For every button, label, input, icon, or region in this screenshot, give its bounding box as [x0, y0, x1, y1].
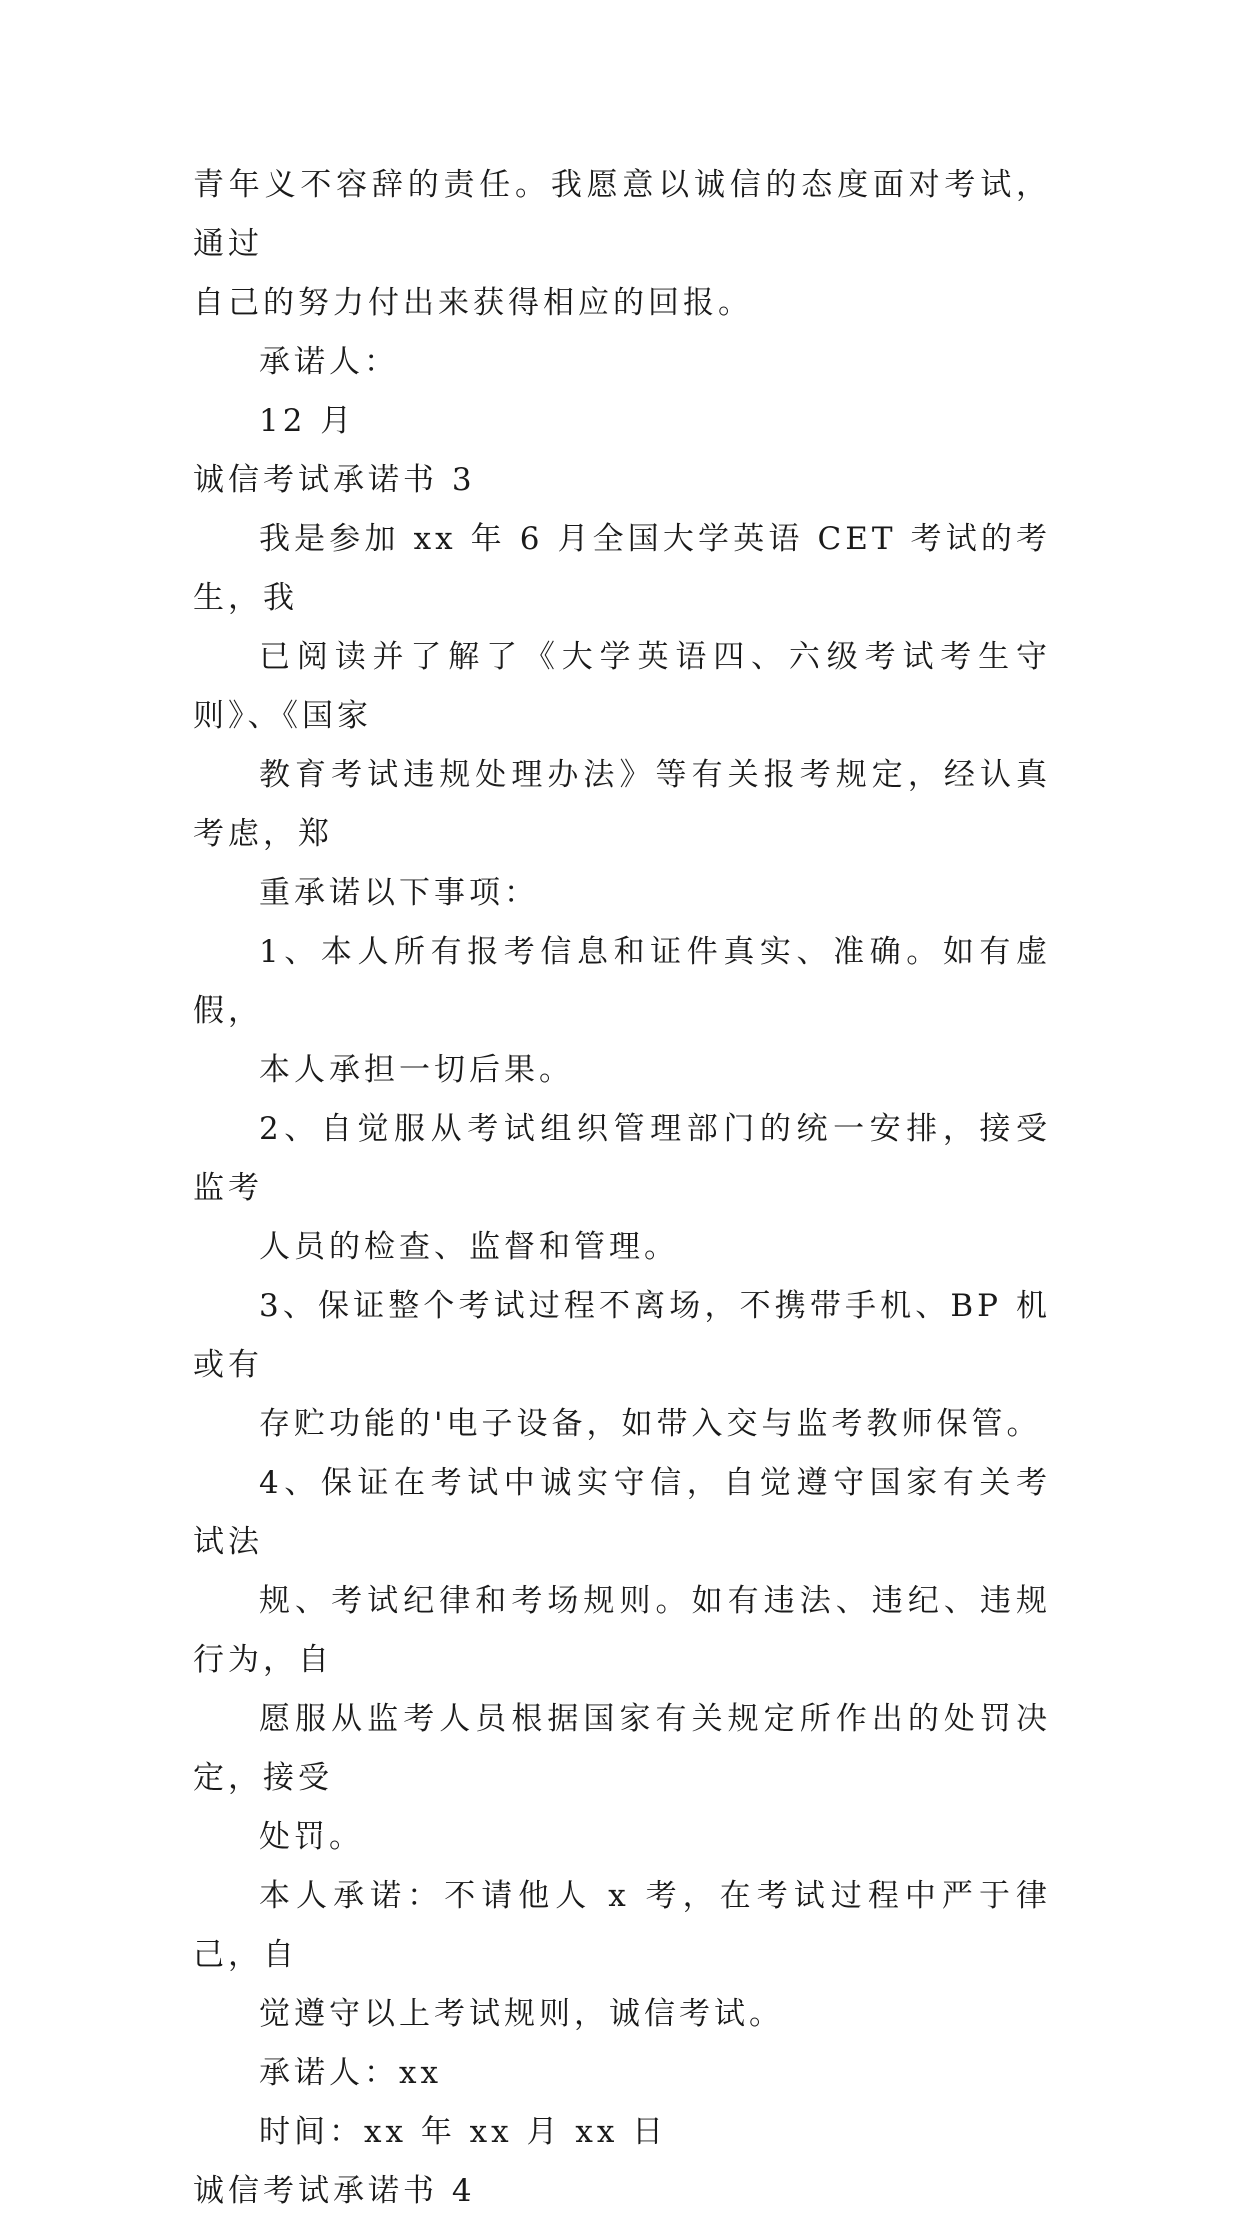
- paragraph-pledge: [193, 1867, 1051, 2044]
- text-line: 4、保证在考试中诚实守信，自觉遵守国家有关考试法: [193, 1465, 1051, 1560]
- paragraph-item-4: [193, 1454, 1051, 1867]
- text-line: 重承诺以下事项：: [259, 875, 539, 911]
- text-line: 承诺人：xx: [259, 2055, 442, 2091]
- document-body: [193, 156, 1051, 2221]
- text-line: 我是参加 xx 年 6 月全国大学英语 CET 考试的考生，我: [193, 521, 1051, 616]
- text-line: 教育考试违规处理办法》等有关报考规定，经认真考虑，郑: [193, 757, 1051, 852]
- text-line: 已阅读并了解了《大学英语四、六级考试考生守则》、《国家: [193, 639, 1051, 734]
- text-line: 人员的检查、监督和管理。: [259, 1229, 679, 1265]
- section-heading-4: [193, 2162, 1051, 2221]
- text-line: 承诺人：: [259, 344, 399, 380]
- text-line: 规、考试纪律和考场规则。如有违法、违纪、违规行为，自: [193, 1583, 1051, 1678]
- text-line: 诚信考试承诺书 3: [193, 462, 476, 498]
- text-line: 本人承担一切后果。: [259, 1052, 574, 1088]
- text-line: 1、本人所有报考信息和证件真实、准确。如有虚假，: [193, 934, 1051, 1029]
- text-line: 处罚。: [259, 1819, 364, 1855]
- paragraph-item-2: [193, 1100, 1051, 1277]
- text-line: 愿服从监考人员根据国家有关规定所作出的处罚决定，接受: [193, 1701, 1051, 1796]
- text-line: 本人承诺：不请他人 x 考，在考试过程中严于律己，自: [193, 1878, 1051, 1973]
- text-line: 时间：xx 年 xx 月 xx 日: [259, 2114, 668, 2150]
- text-line: 诚信考试承诺书 4: [193, 2173, 476, 2209]
- signer-line: [193, 2044, 1051, 2103]
- text-line: 2、自觉服从考试组织管理部门的统一安排，接受监考: [193, 1111, 1051, 1206]
- time-line: [193, 2103, 1051, 2162]
- paragraph-item-1: [193, 923, 1051, 1100]
- text-line: 觉遵守以上考试规则，诚信考试。: [259, 1996, 784, 2032]
- section-heading-3: [193, 451, 1051, 510]
- paragraph-item-3: [193, 1277, 1051, 1454]
- date-line: [193, 392, 1051, 451]
- paragraph-intro: [193, 510, 1051, 923]
- paragraph-continuation: [193, 156, 1051, 333]
- text-line: 3、保证整个考试过程不离场，不携带手机、BP 机或有: [193, 1288, 1051, 1383]
- signer-label: [193, 333, 1051, 392]
- text-line: 青年义不容辞的责任。我愿意以诚信的态度面对考试，通过: [193, 167, 1051, 262]
- text-line: 自己的努力付出来获得相应的回报。: [193, 285, 753, 321]
- text-line: 12 月: [259, 403, 356, 439]
- text-line: 存贮功能的'电子设备，如带入交与监考教师保管。: [259, 1406, 1042, 1442]
